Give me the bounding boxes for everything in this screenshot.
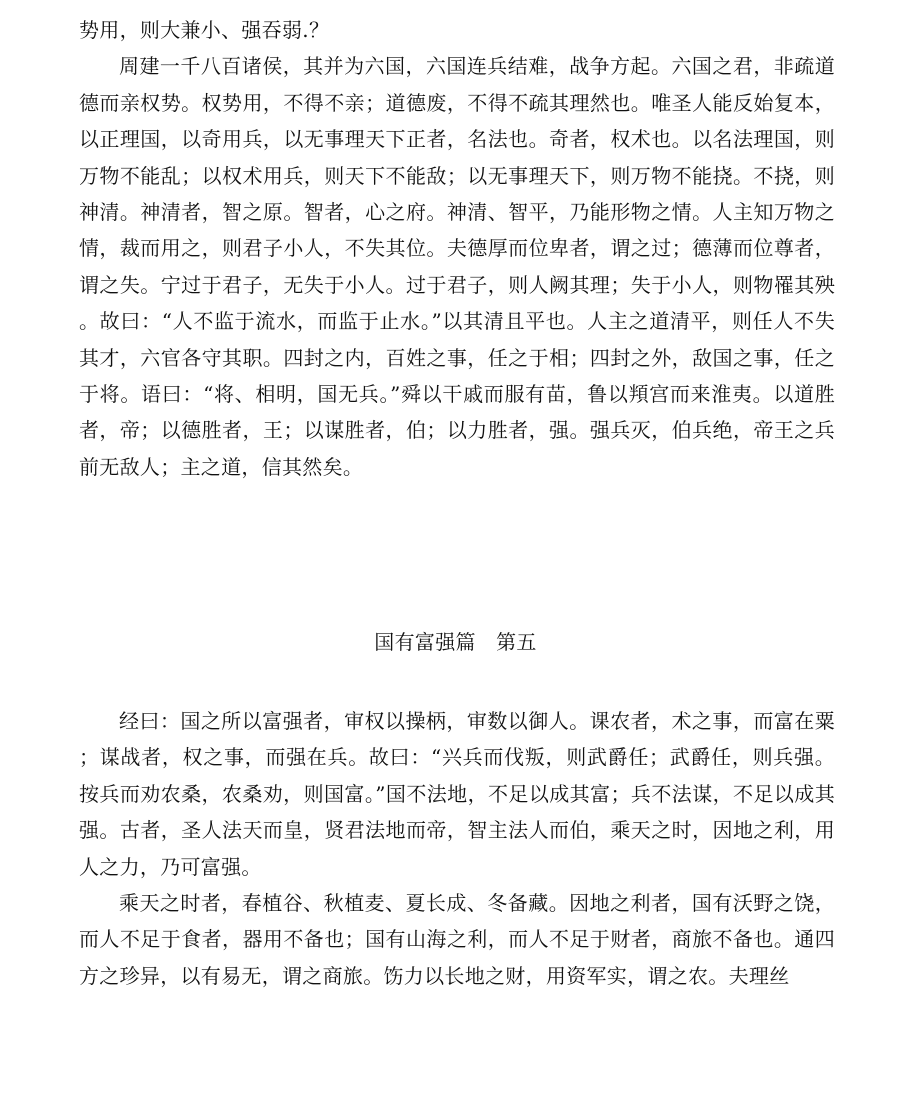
paragraph: 势用，则大兼小、强吞弱.？ [79, 18, 330, 42]
text-block-top [79, 12, 835, 485]
paragraph: 周建一千八百诸侯，其并为六国，六国连兵结难，战争方起。六国之君，非疏道德而亲权势。权势用，不得不亲；道德废，不得不疏其理然也。唯圣人能反始复本，以正理国，以奇用兵，以无事理天下正者，名法也。奇者，权术也。以名法理国，则万物不能乱；以权术用兵，则天下不能敌；以无事理天下，则万物不能挠。不挠，则神清。神清者，智之原。智者，心之府。神清、智平，乃能形物之情。人主知万物之情，裁而用之，则君子小人，不失其位。夫德厚而位卑者，谓之过；德薄而位尊者，谓之失。宁过于君子，无失于小人。过于君子，则人阙其理；失于小人，则物罹其殃。故曰：“人不监于流水，而监于止水。”以其清且平也。人主之道清平，则任人不失其才，六官各守其职。四封之内，百姓之事，任之于相；四封之外，敌国之事，任之于将。语曰：“将、相明，国无兵。”舜以干戚而服有苗，鲁以頖宫而来淮夷。以道胜者，帝；以德胜者，王；以谋胜者，伯；以力胜者，强。强兵灭，伯兵绝，帝王之兵前无敌人；主之道，信其然矣。 [79, 54, 835, 479]
paragraph: 经曰：国之所以富强者，审权以操柄，审数以御人。课农者，术之事，而富在粟；谋战者，权之事，而强在兵。故曰：“兴兵而伐叛，则武爵任；武爵任，则兵强。按兵而劝农桑，农桑劝，则国富。”国不法地，不足以成其富；兵不法谋，不足以成其强。古者，圣人法天而皇，贤君法地而帝，智主法人而伯，乘天之时，因地之利，用人之力，乃可富强。 [79, 709, 835, 879]
paragraph: 乘天之时者，春植谷、秋植麦、夏长成、冬备藏。因地之利者，国有沃野之饶，而人不足于食者，器用不备也；国有山海之利，而人不足于财者，商旅不备也。通四方之珍异，以有易无，谓之商旅。饬力以长地之财，用资军实，谓之农。夫理丝 [79, 891, 835, 988]
text-block-bottom [79, 703, 835, 994]
section-heading: 国有富强篇 第五 [374, 630, 537, 654]
